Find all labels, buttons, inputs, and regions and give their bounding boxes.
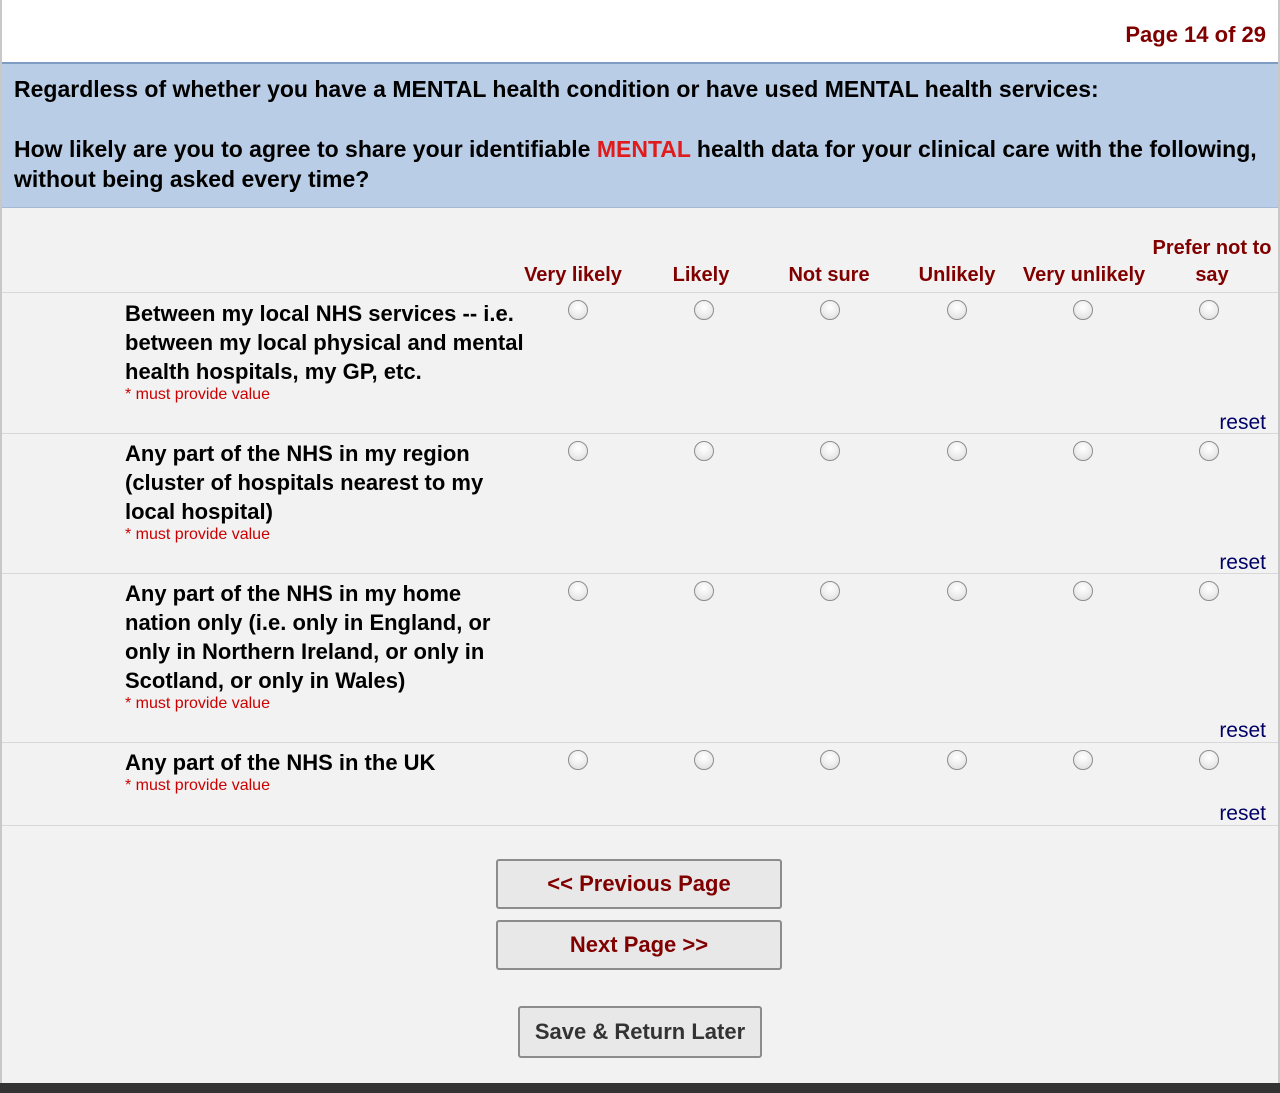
radio-not-sure[interactable] [820,581,840,601]
radio-likely[interactable] [694,750,714,770]
row-label [125,748,525,795]
row-label [125,579,525,713]
radio-not-sure[interactable] [820,750,840,770]
column-header-not-sure: Not sure [788,264,870,286]
question-prompt [14,134,1266,194]
radio-very-likely[interactable] [568,750,588,770]
required-note: * must provide value [125,526,270,543]
column-header-unlikely: Unlikely [918,264,996,286]
radio-prefer-not-to-say[interactable] [1199,441,1219,461]
next-page-button[interactable]: Next Page >> [496,920,782,970]
reset-link[interactable]: reset [1219,719,1266,742]
radio-unlikely[interactable] [947,300,967,320]
question-prompt-highlight: MENTAL [596,136,691,162]
question-prompt-end: health data for your clinical care with the following, without being asked every time? [14,136,1257,192]
radio-not-sure[interactable] [820,441,840,461]
radio-likely[interactable] [694,300,714,320]
required-note: * must provide value [125,386,270,403]
column-header-very-likely: Very likely [524,264,622,286]
radio-prefer-not-to-say[interactable] [1199,750,1219,770]
matrix-row-region [2,433,1278,574]
radio-very-unlikely[interactable] [1073,300,1093,320]
column-header-very-unlikely: Very unlikely [1022,264,1146,286]
radio-very-unlikely[interactable] [1073,441,1093,461]
row-label [125,299,525,404]
row-label [125,439,525,544]
column-header-likely: Likely [672,264,730,286]
radio-likely[interactable] [694,581,714,601]
row-question-text: Any part of the NHS in my home nation only (i.e. only in England, or only in Northern Ireland, or only in Scotland, or only in Wales) [125,581,491,693]
save-return-later-button[interactable]: Save & Return Later [518,1006,762,1058]
radio-very-unlikely[interactable] [1073,581,1093,601]
radio-unlikely[interactable] [947,441,967,461]
matrix-row-home-nation [2,573,1278,743]
row-question-text: Any part of the NHS in the UK [125,750,436,775]
row-question-text: Between my local NHS services -- i.e. between my local physical and mental health hospitals, my GP, etc. [125,301,524,384]
radio-very-likely[interactable] [568,441,588,461]
previous-page-button[interactable]: << Previous Page [496,859,782,909]
question-prompt-start: How likely are you to agree to share your identifiable [14,136,597,162]
matrix-header-row [2,208,1278,293]
radio-prefer-not-to-say[interactable] [1199,300,1219,320]
top-bar [2,0,1278,64]
radio-not-sure[interactable] [820,300,840,320]
bottom-border [0,1083,1280,1093]
radio-unlikely[interactable] [947,750,967,770]
radio-very-likely[interactable] [568,581,588,601]
column-header-prefer-not-to-say: Prefer not to say [1152,237,1272,286]
radio-unlikely[interactable] [947,581,967,601]
required-note: * must provide value [125,777,270,794]
matrix-row-local-nhs [2,293,1278,434]
radio-prefer-not-to-say[interactable] [1199,581,1219,601]
reset-link[interactable]: reset [1219,802,1266,825]
radio-very-unlikely[interactable] [1073,750,1093,770]
question-header [2,64,1278,208]
radio-likely[interactable] [694,441,714,461]
matrix-row-uk [2,742,1278,826]
question-intro: Regardless of whether you have a MENTAL health condition or have used MENTAL health services: [14,76,1099,102]
radio-very-likely[interactable] [568,300,588,320]
required-note: * must provide value [125,695,270,712]
reset-link[interactable]: reset [1219,411,1266,434]
row-question-text: Any part of the NHS in my region (cluster of hospitals nearest to my local hospital) [125,441,484,524]
reset-link[interactable]: reset [1219,551,1266,574]
page-indicator: Page 14 of 29 [1125,22,1266,47]
